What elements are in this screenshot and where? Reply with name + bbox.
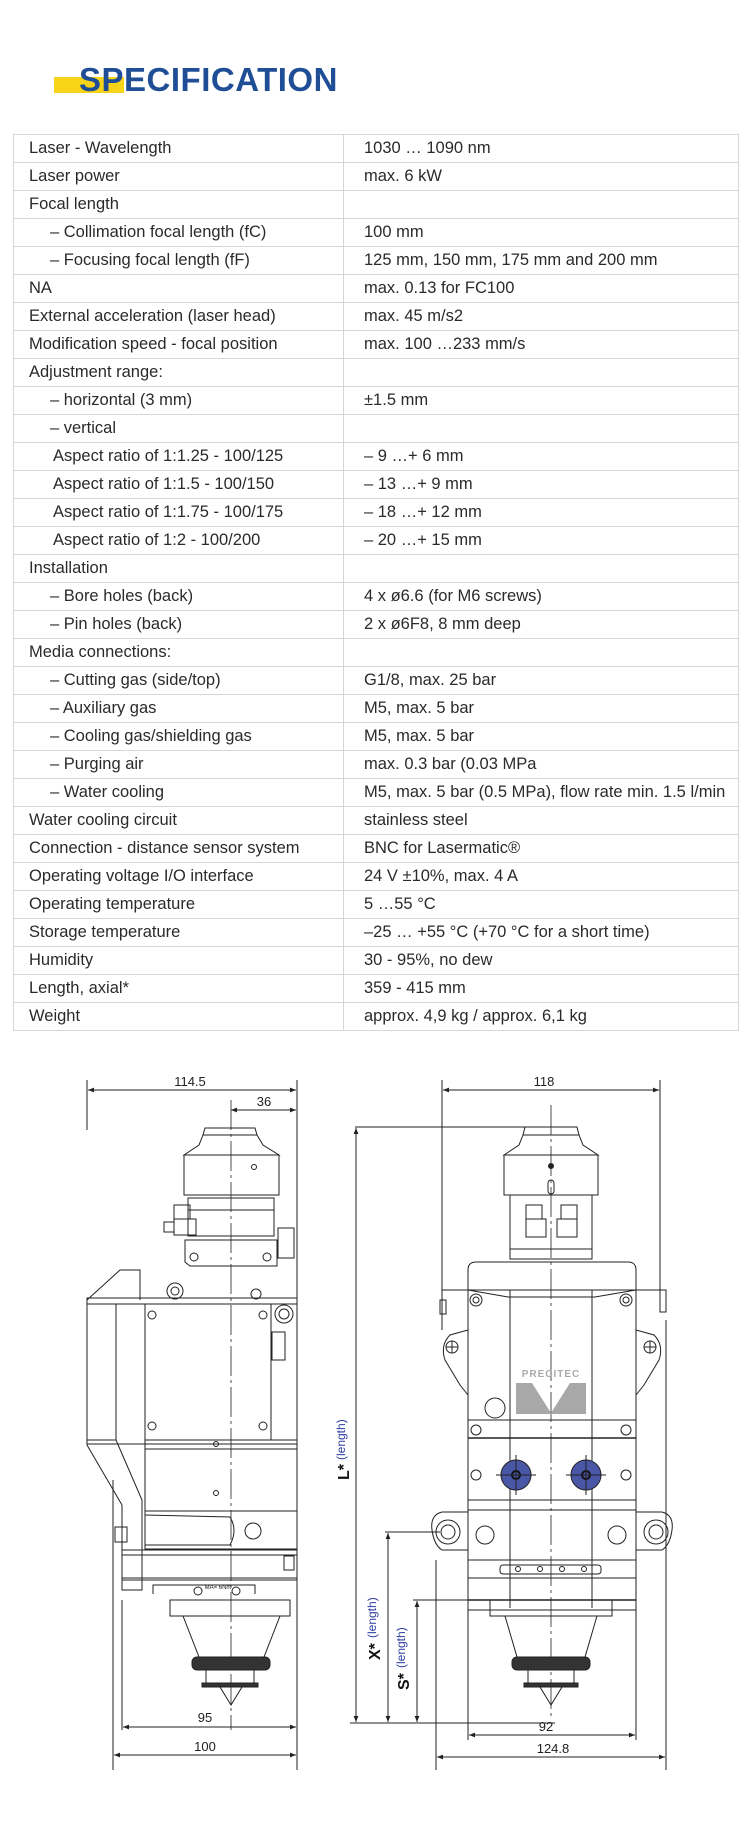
- side-view-drawing: [87, 1080, 297, 1770]
- spec-label: – Purging air: [14, 751, 344, 779]
- spec-label: – Cooling gas/shielding gas: [14, 723, 344, 751]
- spec-value: max. 100 …233 mm/s: [344, 331, 739, 359]
- svg-text:(length): (length): [365, 1597, 379, 1638]
- spec-label: – Water cooling: [14, 779, 344, 807]
- spec-label: Operating voltage I/O interface: [14, 863, 344, 891]
- spec-label: External acceleration (laser head): [14, 303, 344, 331]
- technical-drawing: [0, 1060, 750, 1820]
- table-row: [14, 415, 739, 443]
- dim-front-base-outer: 124.8: [536, 1741, 570, 1756]
- spec-label: – Auxiliary gas: [14, 695, 344, 723]
- spec-value: [344, 639, 739, 667]
- spec-label: – Pin holes (back): [14, 611, 344, 639]
- spec-table: [13, 134, 739, 1031]
- spec-label: Aspect ratio of 1:1.75 - 100/175: [14, 499, 344, 527]
- spec-value: – 13 …+ 9 mm: [344, 471, 739, 499]
- table-row: [14, 947, 739, 975]
- spec-value: [344, 359, 739, 387]
- coolant-port-right: [566, 1455, 606, 1495]
- table-row: [14, 135, 739, 163]
- svg-text:S*: S*: [396, 1673, 413, 1690]
- spec-label: – horizontal (3 mm): [14, 387, 344, 415]
- spec-value: – 20 …+ 15 mm: [344, 527, 739, 555]
- spec-label: – Focusing focal length (fF): [14, 247, 344, 275]
- spec-value: 1030 … 1090 nm: [344, 135, 739, 163]
- spec-label: Media connections:: [14, 639, 344, 667]
- spec-label: Aspect ratio of 1:1.5 - 100/150: [14, 471, 344, 499]
- spec-value: max. 6 kW: [344, 163, 739, 191]
- spec-label: Humidity: [14, 947, 344, 975]
- table-row: [14, 443, 739, 471]
- spec-label: NA: [14, 275, 344, 303]
- spec-value: approx. 4,9 kg / approx. 6,1 kg: [344, 1003, 739, 1031]
- table-row: [14, 863, 739, 891]
- table-row: [14, 639, 739, 667]
- spec-label: Operating temperature: [14, 891, 344, 919]
- table-row: [14, 611, 739, 639]
- table-row: [14, 667, 739, 695]
- spec-label: Storage temperature: [14, 919, 344, 947]
- spec-value: G1/8, max. 25 bar: [344, 667, 739, 695]
- table-row: [14, 891, 739, 919]
- spec-value: max. 0.3 bar (0.03 MPa: [344, 751, 739, 779]
- table-row: [14, 499, 739, 527]
- spec-label: Aspect ratio of 1:1.25 - 100/125: [14, 443, 344, 471]
- table-row: [14, 359, 739, 387]
- spec-value: 100 mm: [344, 219, 739, 247]
- dim-side-axis-offset: 36: [256, 1094, 272, 1109]
- table-row: [14, 723, 739, 751]
- table-row: [14, 835, 739, 863]
- table-row: [14, 779, 739, 807]
- svg-text:X*: X*: [367, 1643, 384, 1660]
- spec-value: 125 mm, 150 mm, 175 mm and 200 mm: [344, 247, 739, 275]
- spec-label: Weight: [14, 1003, 344, 1031]
- table-row: [14, 1003, 739, 1031]
- spec-label: Aspect ratio of 1:2 - 100/200: [14, 527, 344, 555]
- table-row: [14, 807, 739, 835]
- spec-value: 5 …55 °C: [344, 891, 739, 919]
- svg-text:(length): (length): [334, 1419, 348, 1460]
- spec-value: – 18 …+ 12 mm: [344, 499, 739, 527]
- spec-value: BNC for Lasermatic®: [344, 835, 739, 863]
- spec-label: Modification speed - focal position: [14, 331, 344, 359]
- table-row: [14, 303, 739, 331]
- dim-side-base-outer: 100: [194, 1739, 216, 1754]
- spec-label: Installation: [14, 555, 344, 583]
- dim-front-overall-width: 118: [533, 1074, 555, 1089]
- table-row: [14, 387, 739, 415]
- table-row: [14, 751, 739, 779]
- spec-value: max. 0.13 for FC100: [344, 275, 739, 303]
- spec-label: – Bore holes (back): [14, 583, 344, 611]
- spec-value: M5, max. 5 bar: [344, 723, 739, 751]
- table-row: [14, 191, 739, 219]
- length-label-X: [365, 1597, 384, 1660]
- spec-label: Focal length: [14, 191, 344, 219]
- spec-label: Length, axial*: [14, 975, 344, 1003]
- length-label-L: [334, 1419, 353, 1480]
- spec-label: Adjustment range:: [14, 359, 344, 387]
- table-row: [14, 583, 739, 611]
- spec-value: 30 - 95%, no dew: [344, 947, 739, 975]
- spec-value: 359 - 415 mm: [344, 975, 739, 1003]
- spec-value: max. 45 m/s2: [344, 303, 739, 331]
- spec-label: Water cooling circuit: [14, 807, 344, 835]
- table-row: [14, 527, 739, 555]
- spec-value: [344, 191, 739, 219]
- spec-value: 4 x ø6.6 (for M6 screws): [344, 583, 739, 611]
- table-row: [14, 919, 739, 947]
- dim-side-overall-width: 114.5: [174, 1074, 206, 1089]
- spec-value: ±1.5 mm: [344, 387, 739, 415]
- page-title: SPECIFICATION: [79, 61, 338, 98]
- spec-label: Laser - Wavelength: [14, 135, 344, 163]
- svg-text:PRECITEC: PRECITEC: [521, 1369, 581, 1380]
- dim-front-base-inner: 92: [538, 1719, 554, 1734]
- table-row: [14, 247, 739, 275]
- table-row: [14, 695, 739, 723]
- svg-text:L*: L*: [336, 1464, 353, 1480]
- spec-value: –25 … +55 °C (+70 °C for a short time): [344, 919, 739, 947]
- table-row: [14, 975, 739, 1003]
- spec-value: stainless steel: [344, 807, 739, 835]
- spec-value: – 9 …+ 6 mm: [344, 443, 739, 471]
- svg-text:(length): (length): [394, 1627, 408, 1668]
- table-row: [14, 555, 739, 583]
- spec-value: [344, 555, 739, 583]
- spec-label: Laser power: [14, 163, 344, 191]
- spec-value: M5, max. 5 bar: [344, 695, 739, 723]
- torque-label: MA= 6Nm: [204, 1585, 232, 1591]
- coolant-port-left: [496, 1455, 536, 1495]
- table-row: [14, 331, 739, 359]
- spec-label: Connection - distance sensor system: [14, 835, 344, 863]
- table-row: [14, 163, 739, 191]
- spec-value: M5, max. 5 bar (0.5 MPa), flow rate min. 1.5 l/min: [344, 779, 739, 807]
- spec-label: – Collimation focal length (fC): [14, 219, 344, 247]
- spec-value: 2 x ø6F8, 8 mm deep: [344, 611, 739, 639]
- spec-value: 24 V ±10%, max. 4 A: [344, 863, 739, 891]
- dim-side-base-inner: 95: [197, 1710, 213, 1725]
- table-row: [14, 471, 739, 499]
- table-row: [14, 219, 739, 247]
- spec-value: [344, 415, 739, 443]
- length-label-S: [394, 1627, 413, 1690]
- table-row: [14, 275, 739, 303]
- spec-label: – vertical: [14, 415, 344, 443]
- spec-label: – Cutting gas (side/top): [14, 667, 344, 695]
